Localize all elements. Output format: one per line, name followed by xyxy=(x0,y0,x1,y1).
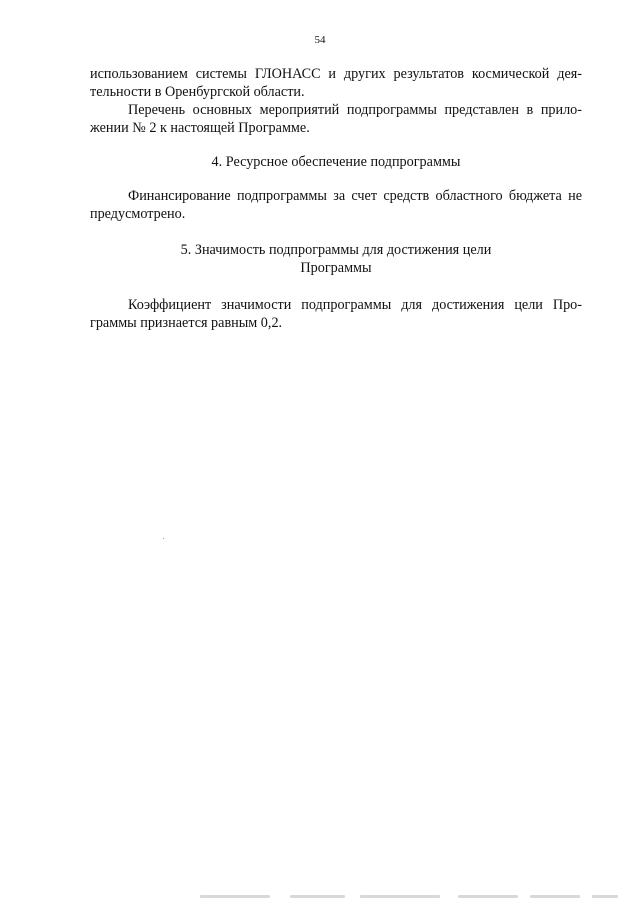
paragraph-financing xyxy=(90,187,582,223)
paragraph-line: жении № 2 к настоящей Программе. xyxy=(90,120,310,136)
heading-line: 5. Значимость подпрограммы для достижения цели xyxy=(180,242,492,258)
paragraph-line: граммы признается равным 0,2. xyxy=(90,315,283,331)
paragraph-line: Коэффициент значимости подпрограммы для достижения цели Про- xyxy=(128,297,582,313)
paragraph-coefficient xyxy=(90,296,582,332)
section-heading-resources xyxy=(90,153,582,171)
page-number: 54 xyxy=(314,34,326,46)
paragraph-glonass xyxy=(90,65,582,101)
footer-bleed-through xyxy=(200,892,620,900)
paragraph-line: Финансирование подпрограммы за счет средств областного бюджета не xyxy=(128,188,582,204)
paragraph-activities-list xyxy=(90,101,582,137)
paragraph-line: Перечень основных мероприятий подпрограммы представлен в прило- xyxy=(128,102,582,118)
heading-line: Программы xyxy=(300,260,372,276)
paragraph-line: использованием системы ГЛОНАСС и других результатов космической дея- xyxy=(90,66,582,82)
scan-speck xyxy=(163,538,164,539)
paragraph-line: предусмотрено. xyxy=(90,206,186,222)
paragraph-line: тельности в Оренбургской области. xyxy=(90,84,305,100)
heading-line: 4. Ресурсное обеспечение подпрограммы xyxy=(211,154,461,170)
section-heading-significance xyxy=(90,241,582,277)
